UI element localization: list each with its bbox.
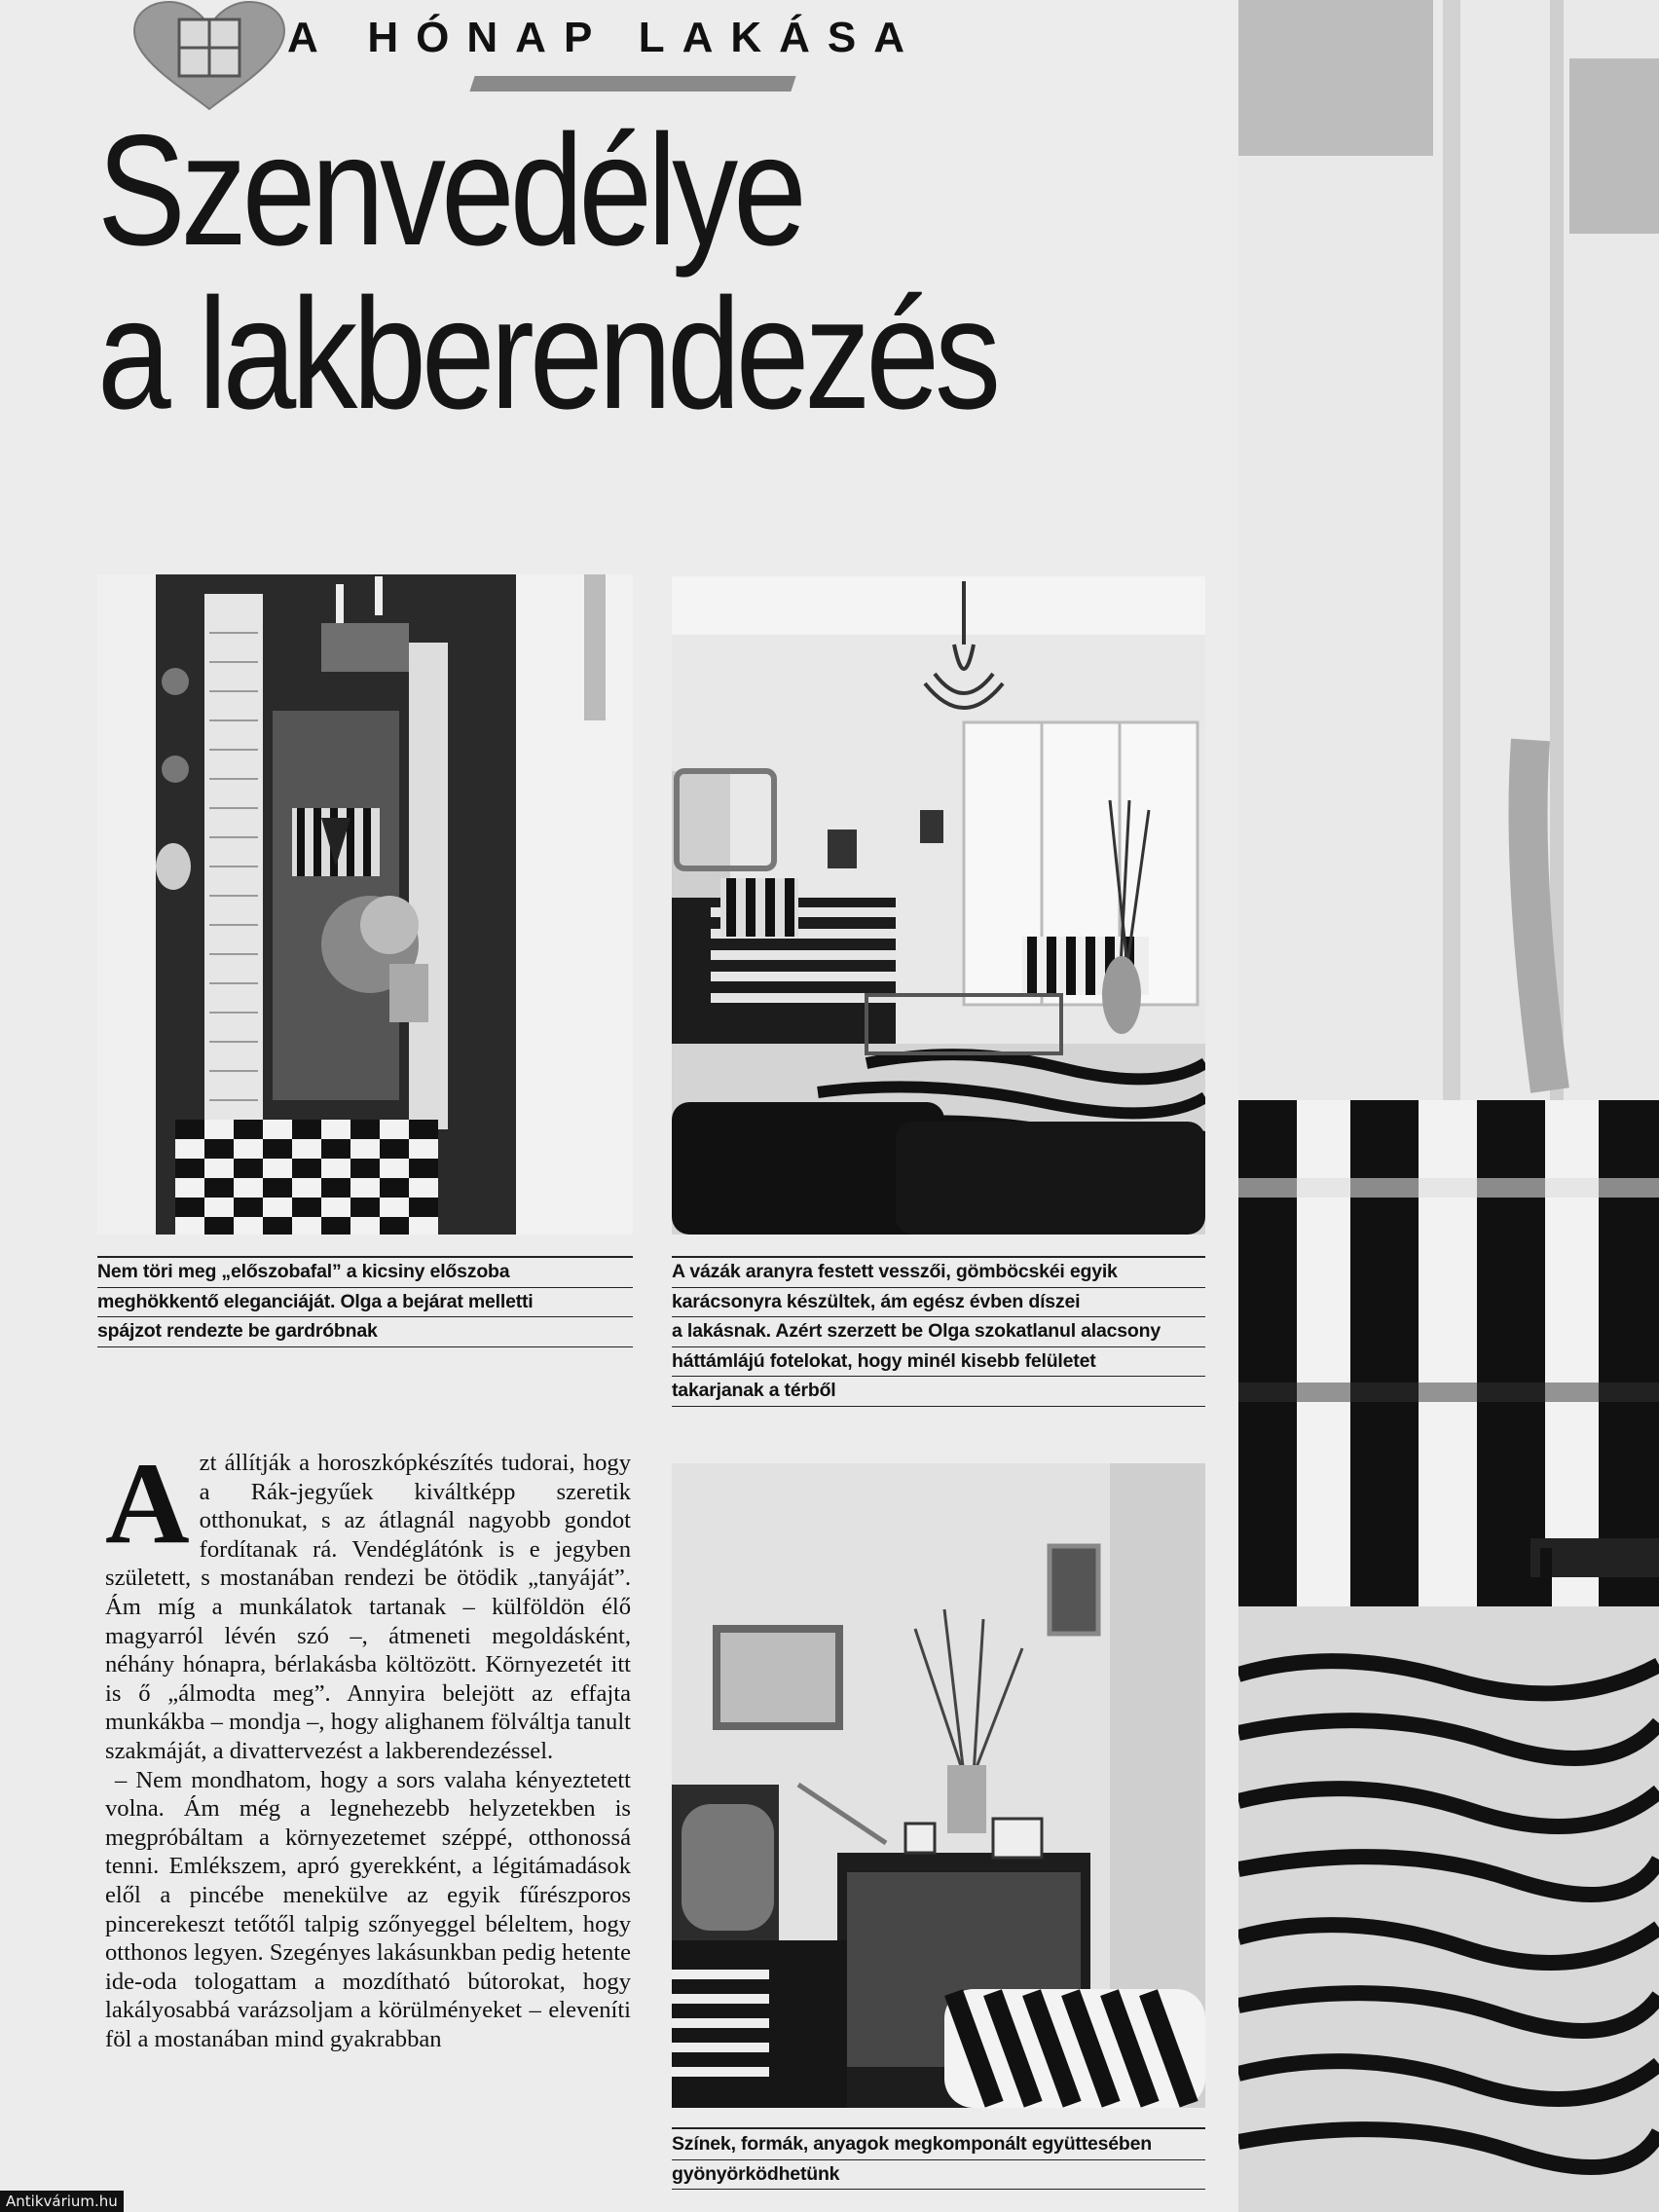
heart-window-icon — [127, 0, 292, 115]
hallway-photo — [97, 574, 633, 1235]
title-line-2: a lakberendezés — [97, 266, 997, 443]
caption-line: spájzot rendezte be gardróbnak — [97, 1317, 633, 1347]
article-paragraph-2: – Nem mondhatom, hogy a sors valaha kényeztetett volna. Ám még a legnehezebb helyzetekben is megpróbáltam a környezetemet széppé, otthonossá tenni. Emlékszem, apró gyerekként, a légitámadások elől a pincébe menekülve az egyik fűrészporos pincerekeszt tetőtől talpig szőnyeggel béleltem, hogy otthonos legyen. Szegényes lakásunkban pedig hetente ide-oda tologattam a mozdítható bútorokat, hogy lakályosabbá varázsoljam a körülményeket – eleveníti föl a mostanában mind gyakrabban — [105, 1766, 631, 2052]
title-line-1: Szenvedélye — [97, 102, 802, 278]
caption-line: A vázák aranyra festett vesszői, gömböcskéi egyik — [672, 1258, 1205, 1288]
corner-photo — [672, 1463, 1205, 2108]
article-paragraph-1: zt állítják a horoszkópkészítés tudorai, hogy a Rák-jegyűek kiváltképp szeretik otthonukat, s az átlagnál nagyobb gondot fordítanak rá. Vendéglátónk is e jegyben született, s mostanában rendezi be ötödik „tanyáját”. Ám míg a munkálatok tartanak – külföldön élő magyarról lévén szó –, átmeneti megoldásként, néhány hónapra, bérlakásba költözött. Környezetét itt is ő „álmodta meg”. Annyira belejött az effajta munkákba – mondja –, hogy alighanem fölváltja tanult szakmáját, a divattervezést a lakberendezéssel. — [105, 1450, 631, 1764]
caption-line: meghökkentő eleganciáját. Olga a bejárat melletti — [97, 1288, 633, 1318]
kicker-article: A — [287, 14, 337, 61]
caption-line: Nem töri meg „előszobafal” a kicsiny előszoba — [97, 1258, 633, 1288]
caption-line: karácsonyra készültek, ám egész évben díszei — [672, 1288, 1205, 1318]
watermark-brand: Antikvárium.hu — [0, 2191, 124, 2212]
caption-line: háttámlájú fotelokat, hogy minél kisebb felületet — [672, 1347, 1205, 1378]
caption-line: Színek, formák, anyagok megkomponált együttesében — [672, 2130, 1205, 2160]
caption-line: a lakásnak. Azért szerzett be Olga szokatlanul alacsony — [672, 1317, 1205, 1347]
corner-caption — [672, 2130, 1205, 2190]
caption-rule-top — [672, 2127, 1205, 2129]
section-kicker — [287, 14, 922, 62]
living-room-caption — [672, 1258, 1205, 1407]
kicker-underline-bar — [469, 76, 795, 92]
caption-line: gyönyörködhetünk — [672, 2160, 1205, 2191]
caption-line: takarjanak a térből — [672, 1377, 1205, 1407]
striped-armchair-photo — [1238, 0, 1659, 2212]
article-body — [105, 1449, 631, 2208]
living-room-photo — [672, 576, 1205, 1235]
page-title — [97, 102, 1046, 443]
kicker-text: HÓNAP LAKÁSA — [367, 14, 923, 61]
hallway-caption — [97, 1258, 633, 1347]
drop-cap: A — [105, 1449, 190, 1567]
